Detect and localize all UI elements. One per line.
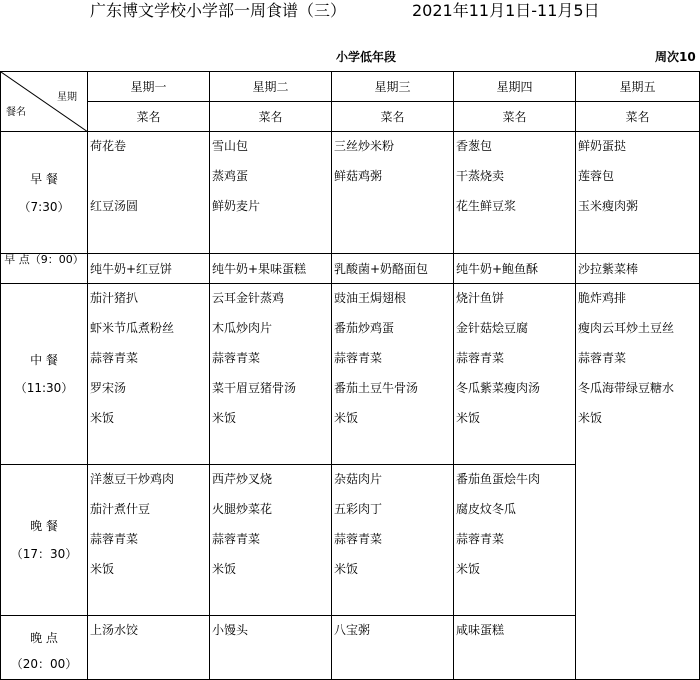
dish-item: 米饭 (456, 562, 481, 576)
dish-header: 菜名 (88, 102, 210, 132)
dish-item: 罗宋汤 (90, 381, 127, 395)
dish-item: 茄汁猪扒 (90, 291, 139, 305)
dish-item: 西芹炒叉烧 (212, 472, 273, 486)
meal-label-morning-snack: 早 点（9：00） (1, 254, 88, 284)
menu-cell (332, 284, 454, 465)
dish-item: 蒜蓉青菜 (334, 532, 383, 546)
dish-item: 荷花卷 (90, 139, 127, 153)
dish-item: 上汤水饺 (90, 623, 139, 637)
dish-item: 蒜蓉青菜 (456, 351, 505, 365)
dish-item: 番茄鱼蛋烩牛肉 (456, 472, 541, 486)
menu-cell: 沙拉紫菜棒 (576, 254, 700, 284)
dish-item: 八宝粥 (334, 623, 371, 637)
dish-item: 蒜蓉青菜 (578, 351, 627, 365)
meal-label-lunch: 中 餐 （11:30） (1, 284, 88, 465)
dish-item: 干蒸烧卖 (456, 169, 505, 183)
menu-cell (332, 465, 454, 616)
meal-label-dinner: 晚 餐 （17：30） (1, 465, 88, 616)
menu-cell (454, 465, 576, 616)
dish-item: 菜干眉豆猪骨汤 (212, 381, 297, 395)
menu-cell (332, 132, 454, 254)
dish-item: 脆炸鸡排 (578, 291, 627, 305)
dish-item: 米饭 (334, 562, 359, 576)
dish-item: 杂菇肉片 (334, 472, 383, 486)
dish-item: 瘦肉云耳炒土豆丝 (578, 321, 675, 335)
menu-cell (576, 284, 700, 680)
dish-item: 香葱包 (456, 139, 493, 153)
dish-item: 米饭 (334, 411, 359, 425)
page-title (0, 0, 700, 26)
dish-item: 蒜蓉青菜 (90, 351, 139, 365)
menu-cell (210, 465, 332, 616)
dish-item (90, 162, 209, 169)
day-header: 星期五 (576, 72, 700, 102)
dish-header: 菜名 (332, 102, 454, 132)
menu-cell (332, 616, 454, 680)
dish-item: 虾米节瓜煮粉丝 (90, 321, 175, 335)
dish-header: 菜名 (210, 102, 332, 132)
menu-title: 广东博文学校小学部一周食谱（三） (90, 1, 347, 20)
dish-item: 金针菇烩豆腐 (456, 321, 529, 335)
meal-label-breakfast: 早 餐 （7:30） (1, 132, 88, 254)
dish-item: 火腿炒菜花 (212, 502, 273, 516)
day-header: 星期二 (210, 72, 332, 102)
dish-item: 玉米瘦肉粥 (578, 199, 639, 213)
menu-cell: 纯牛奶+果味蛋糕 (210, 254, 332, 284)
menu-cell (454, 284, 576, 465)
dish-item: 木瓜炒肉片 (212, 321, 273, 335)
grade-section: 小学低年段 (336, 50, 397, 64)
dish-header: 菜名 (454, 102, 576, 132)
dish-item: 花生鲜豆浆 (456, 199, 517, 213)
week-number: 周次10 (655, 50, 696, 64)
dish-item: 番茄土豆牛骨汤 (334, 381, 419, 395)
dish-item: 咸味蛋糕 (456, 623, 505, 637)
dish-item: 蒜蓉青菜 (456, 532, 505, 546)
dish-item: 莲蓉包 (578, 169, 615, 183)
dish-item: 小馒头 (212, 623, 249, 637)
dish-item: 米饭 (578, 411, 603, 425)
dish-item: 三丝炒米粉 (334, 139, 395, 153)
dish-item: 茄汁煮什豆 (90, 502, 151, 516)
dish-item: 米饭 (212, 562, 237, 576)
dish-item: 冬瓜海带绿豆糖水 (578, 381, 675, 395)
menu-cell (88, 616, 210, 680)
breakfast-row (1, 132, 700, 254)
weekly-menu-table (0, 71, 700, 680)
dish-item: 冬瓜紫菜瘦肉汤 (456, 381, 541, 395)
dish-item: 雪山包 (212, 139, 249, 153)
menu-cell (576, 132, 700, 254)
menu-cell (210, 616, 332, 680)
dish-item: 鲜奶麦片 (212, 199, 261, 213)
lunch-row (1, 284, 700, 465)
morning-snack-row (1, 254, 700, 284)
dish-item: 蒜蓉青菜 (334, 351, 383, 365)
meal-label-night-snack: 晚 点 （20：00） (1, 616, 88, 680)
menu-cell: 纯牛奶+红豆饼 (88, 254, 210, 284)
corner-week-label: 星期 (57, 92, 77, 103)
dish-item: 蒜蓉青菜 (90, 532, 139, 546)
dish-item: 豉油王焗翅根 (334, 291, 407, 305)
date-range: 2021年11月1日-11月5日 (412, 1, 600, 20)
menu-cell: 纯牛奶+鲍鱼酥 (454, 254, 576, 284)
dish-item: 蒜蓉青菜 (212, 351, 261, 365)
dish-item: 烧汁鱼饼 (456, 291, 505, 305)
dish-item: 米饭 (90, 562, 115, 576)
dish-item: 米饭 (90, 411, 115, 425)
dish-item: 红豆汤圆 (90, 199, 139, 213)
corner-header (1, 72, 88, 132)
menu-cell (210, 132, 332, 254)
dish-item: 蒜蓉青菜 (212, 532, 261, 546)
day-header: 星期四 (454, 72, 576, 102)
dish-item: 米饭 (456, 411, 481, 425)
menu-cell (210, 284, 332, 465)
menu-cell (88, 132, 210, 254)
dish-item: 五彩肉丁 (334, 502, 383, 516)
menu-cell (454, 132, 576, 254)
menu-cell: 乳酸菌+奶酪面包 (332, 254, 454, 284)
dish-item: 番茄炒鸡蛋 (334, 321, 395, 335)
corner-meal-label: 餐名 (6, 107, 26, 118)
day-header: 星期一 (88, 72, 210, 102)
menu-cell (454, 616, 576, 680)
dish-item: 洋葱豆干炒鸡肉 (90, 472, 175, 486)
menu-cell (88, 284, 210, 465)
dish-item: 云耳金针蒸鸡 (212, 291, 285, 305)
dish-item: 蒸鸡蛋 (212, 169, 249, 183)
dish-item: 鲜奶蛋挞 (578, 139, 627, 153)
dish-item (334, 192, 453, 199)
day-header: 星期三 (332, 72, 454, 102)
dish-item: 米饭 (212, 411, 237, 425)
dish-item: 腐皮炆冬瓜 (456, 502, 517, 516)
menu-cell (88, 465, 210, 616)
dish-header: 菜名 (576, 102, 700, 132)
dish-item: 鲜菇鸡粥 (334, 169, 383, 183)
